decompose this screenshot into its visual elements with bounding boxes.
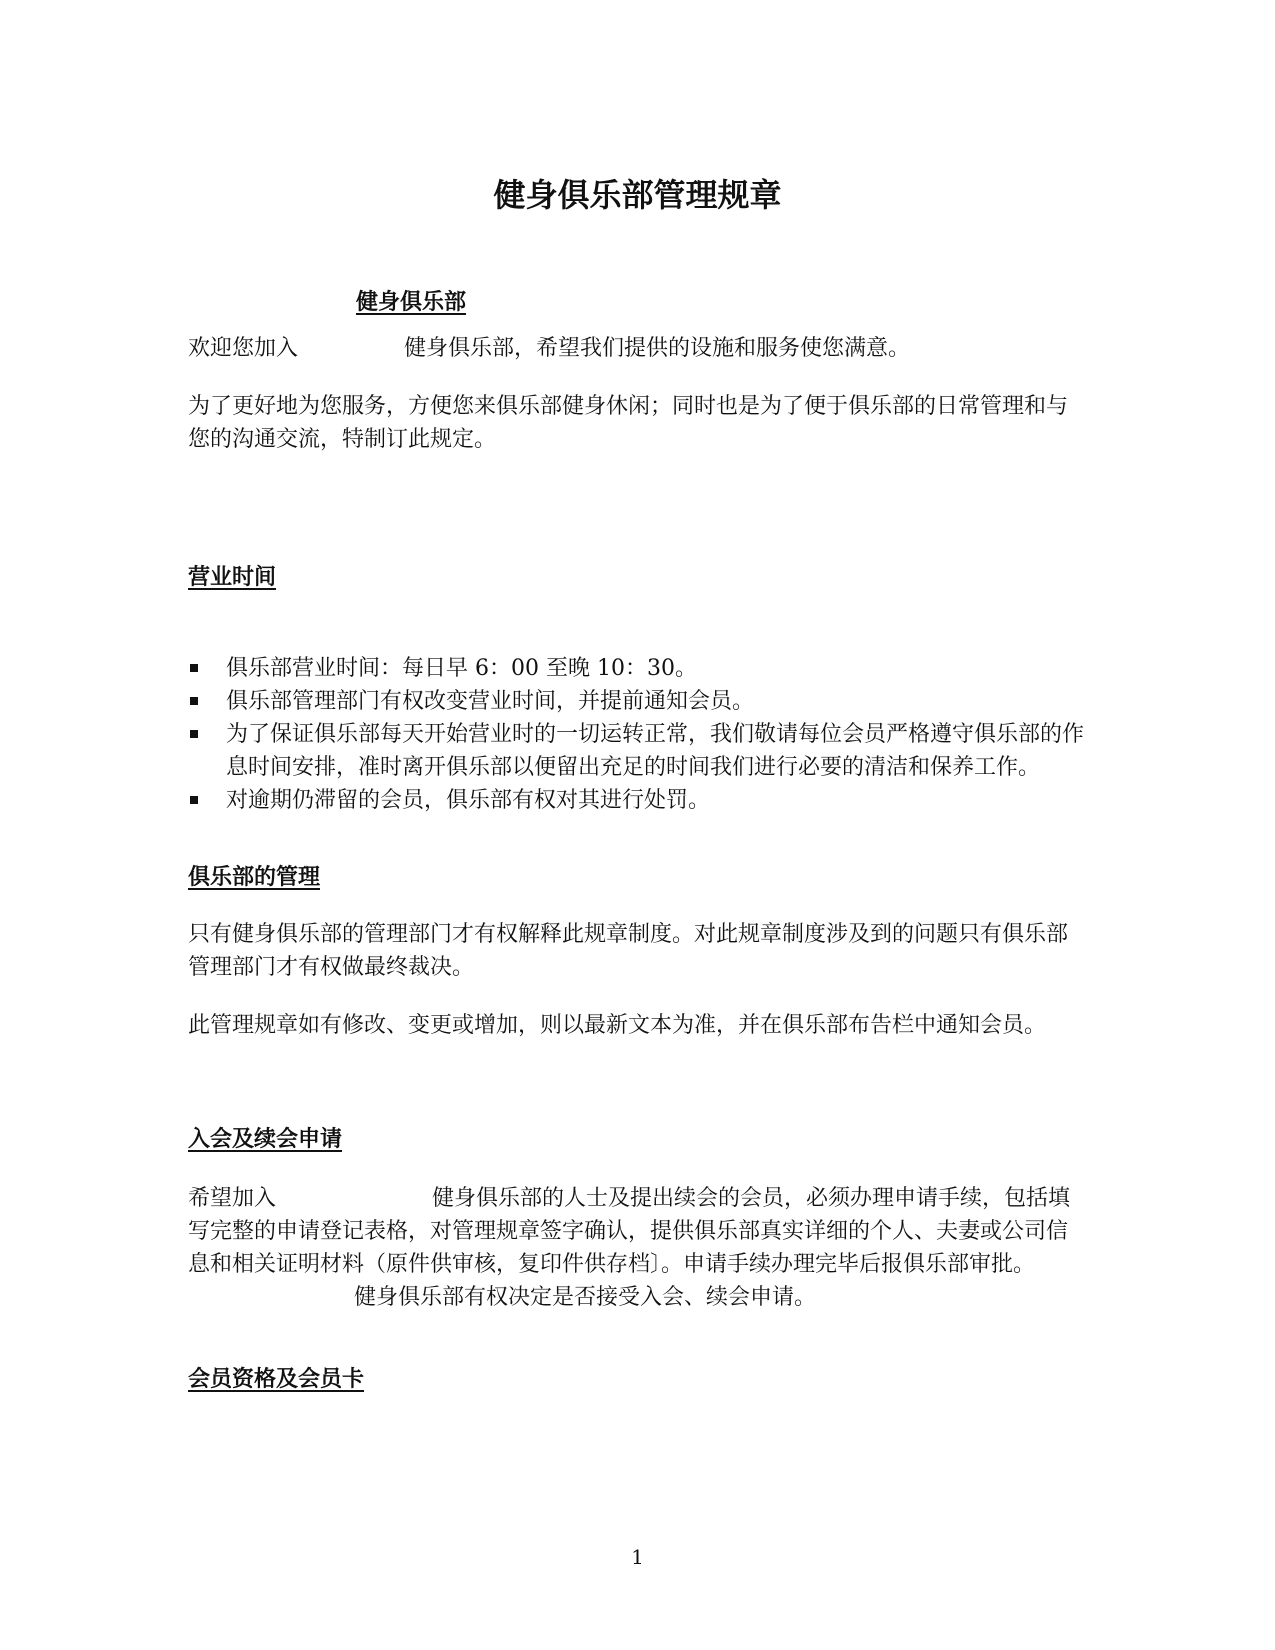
management-heading: 俱乐部的管理	[188, 865, 321, 890]
application-part-1: 希望加入	[188, 1186, 277, 1211]
list-item: 为了保证俱乐部每天开始营业时的一切运转正常，我们敬请每位会员严格遵守俱乐部的作息时间安排，准时离开俱乐部以便留出充足的时间我们进行必要的清洁和保养工作。	[188, 718, 1088, 784]
application-paragraph	[188, 1182, 1088, 1314]
club-name-subheading	[188, 288, 466, 318]
welcome-suffix: 健身俱乐部，希望我们提供的设施和服务使您满意。	[404, 336, 911, 361]
welcome-prefix: 欢迎您加入	[188, 336, 299, 361]
club-name-text: 健身俱乐部	[356, 290, 467, 315]
list-item: 对逾期仍滞留的会员，俱乐部有权对其进行处罚。	[188, 784, 1088, 817]
document-title: 健身俱乐部管理规章	[493, 176, 782, 214]
square-bullet-icon	[190, 730, 198, 738]
application-part-2: 健身俱乐部的人士及提出续会的会员，必须办理申请手续，包括填写完整的申请登记表格，对管理规章签字确认，提供俱乐部真实详细的个人、夫妻或公司信息和相关证明材料（原件供审核，复印件供存档〕。申请手续办理完毕后报俱乐部审批。	[188, 1186, 1071, 1277]
square-bullet-icon	[190, 664, 198, 672]
management-paragraph-2: 此管理规章如有修改、变更或增加，则以最新文本为准，并在俱乐部布告栏中通知会员。	[188, 1013, 1047, 1038]
application-part-3: 健身俱乐部有权决定是否接受入会、续会申请。	[354, 1285, 817, 1310]
page-number: 1	[631, 1545, 644, 1569]
management-paragraph-1: 只有健身俱乐部的管理部门才有权解释此规章制度。对此规章制度涉及到的问题只有俱乐部管理部门才有权做最终裁决。	[188, 922, 1069, 980]
welcome-paragraph	[188, 332, 1088, 365]
square-bullet-icon	[190, 697, 198, 705]
purpose-paragraph: 为了更好地为您服务，方便您来俱乐部健身休闲；同时也是为了便于俱乐部的日常管理和与您的沟通交流，特制订此规定。	[188, 394, 1069, 452]
application-heading: 入会及续会申请	[188, 1127, 343, 1152]
membership-heading: 会员资格及会员卡	[188, 1367, 365, 1392]
square-bullet-icon	[190, 796, 198, 804]
hours-heading: 营业时间	[188, 565, 277, 590]
list-item: 俱乐部营业时间：每日早 6：00 至晚 10：30。	[188, 652, 1088, 685]
hours-bullet-list	[188, 652, 1088, 817]
list-item: 俱乐部管理部门有权改变营业时间，并提前通知会员。	[188, 685, 1088, 718]
